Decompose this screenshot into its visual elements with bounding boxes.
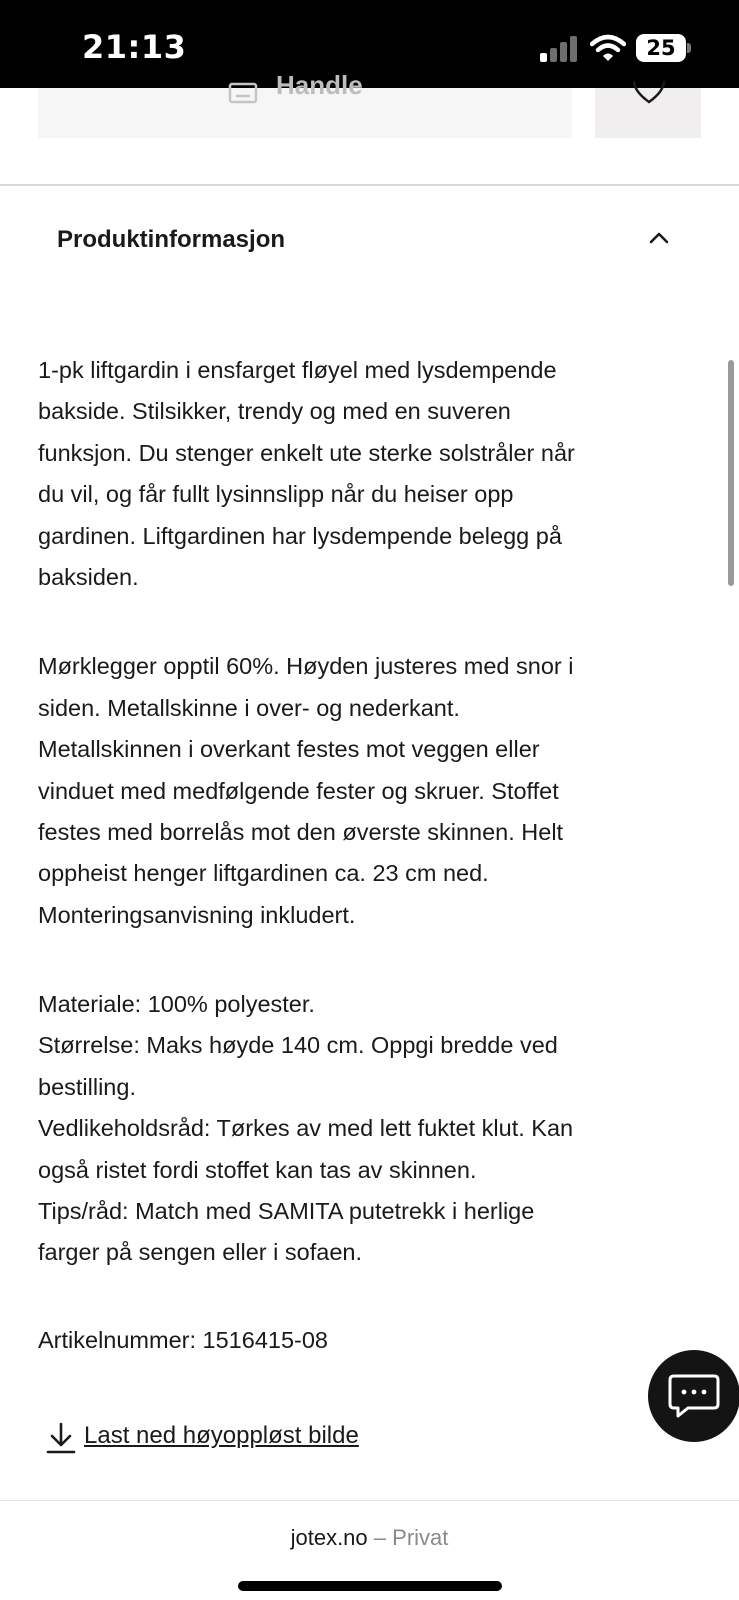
battery-icon [636,34,692,62]
description-paragraph-1 [38,350,688,598]
description-line: du vil, og får fullt lysinnslipp når du heiser opp [38,481,514,508]
heart-icon [632,80,666,104]
description-line: Tips/råd: Match med SAMITA putetrekk i herlige [38,1198,535,1225]
chevron-up-icon[interactable] [648,230,670,246]
article-number: Artikelnummer: 1516415-08 [38,1327,328,1353]
download-icon [46,1422,76,1454]
description-line: Mørklegger opptil 60%. Høyden justeres med snor i [38,653,574,680]
download-image-link[interactable] [46,1418,426,1458]
product-info-accordion-header[interactable] [0,200,739,286]
browser-bottom-bar [0,1501,739,1600]
add-to-cart-button[interactable] [38,70,572,138]
description-line: bestilling. [38,1073,136,1100]
description-line: siden. Metallskinne i over- og nederkant. [38,694,460,721]
description-line: Metallskinnen i overkant festes mot veggen eller [38,736,540,763]
status-bar [0,0,739,88]
description-line: gardinen. Liftgardinen har lysdempende belegg på [38,522,562,549]
description-line: baksiden. [38,563,139,590]
product-action-row [0,70,739,184]
description-line: 1-pk liftgardin i ensfarget fløyel med lysdempende [38,357,557,383]
home-indicator[interactable] [238,1581,502,1591]
chat-button[interactable] [648,1350,739,1442]
description-line: festes med borrelås mot den øverste skinnen. Helt [38,818,564,845]
chat-icon [668,1372,720,1420]
signal-icon [540,36,580,62]
description-line: funksjon. Du stenger enkelt ute sterke solstråler når [38,439,575,466]
description-line: Materiale: 100% polyester. [38,991,315,1018]
url-separator: – [373,1525,387,1550]
section-divider [0,184,739,186]
product-description [38,350,688,1274]
cart-icon [228,82,258,104]
url-domain: jotex.no [290,1525,368,1550]
description-line: Størrelse: Maks høyde 140 cm. Oppgi bredde ved [38,1032,558,1059]
description-line: Monteringsanvisning inkludert. [38,901,356,928]
description-line: oppheist henger liftgardinen ca. 23 cm ned. [38,860,489,887]
scrollbar[interactable] [728,360,734,586]
favorite-button[interactable] [595,88,701,138]
description-line: farger på sengen eller i sofaen. [38,1239,362,1266]
wifi-icon [590,34,626,62]
description-line: bakside. Stilsikker, trendy og med en suveren [38,398,511,425]
description-line: Vedlikeholdsråd: Tørkes av med lett fuktet klut. Kan [38,1115,574,1142]
address-bar[interactable] [0,1525,739,1551]
description-paragraph-3 [38,984,688,1274]
battery-level: 25 [646,36,676,60]
description-line: vinduet med medfølgende fester og skruer. Stoffet [38,777,559,804]
browsing-mode: Privat [392,1525,449,1550]
add-to-cart-label: Handle [276,70,363,100]
status-time: 21:13 [82,28,187,66]
accordion-title: Produktinformasjon [57,226,286,253]
description-line: også ristet fordi stoffet kan tas av skinnen. [38,1156,477,1183]
description-paragraph-2 [38,646,688,936]
download-label: Last ned høyoppløst bilde [84,1422,359,1449]
